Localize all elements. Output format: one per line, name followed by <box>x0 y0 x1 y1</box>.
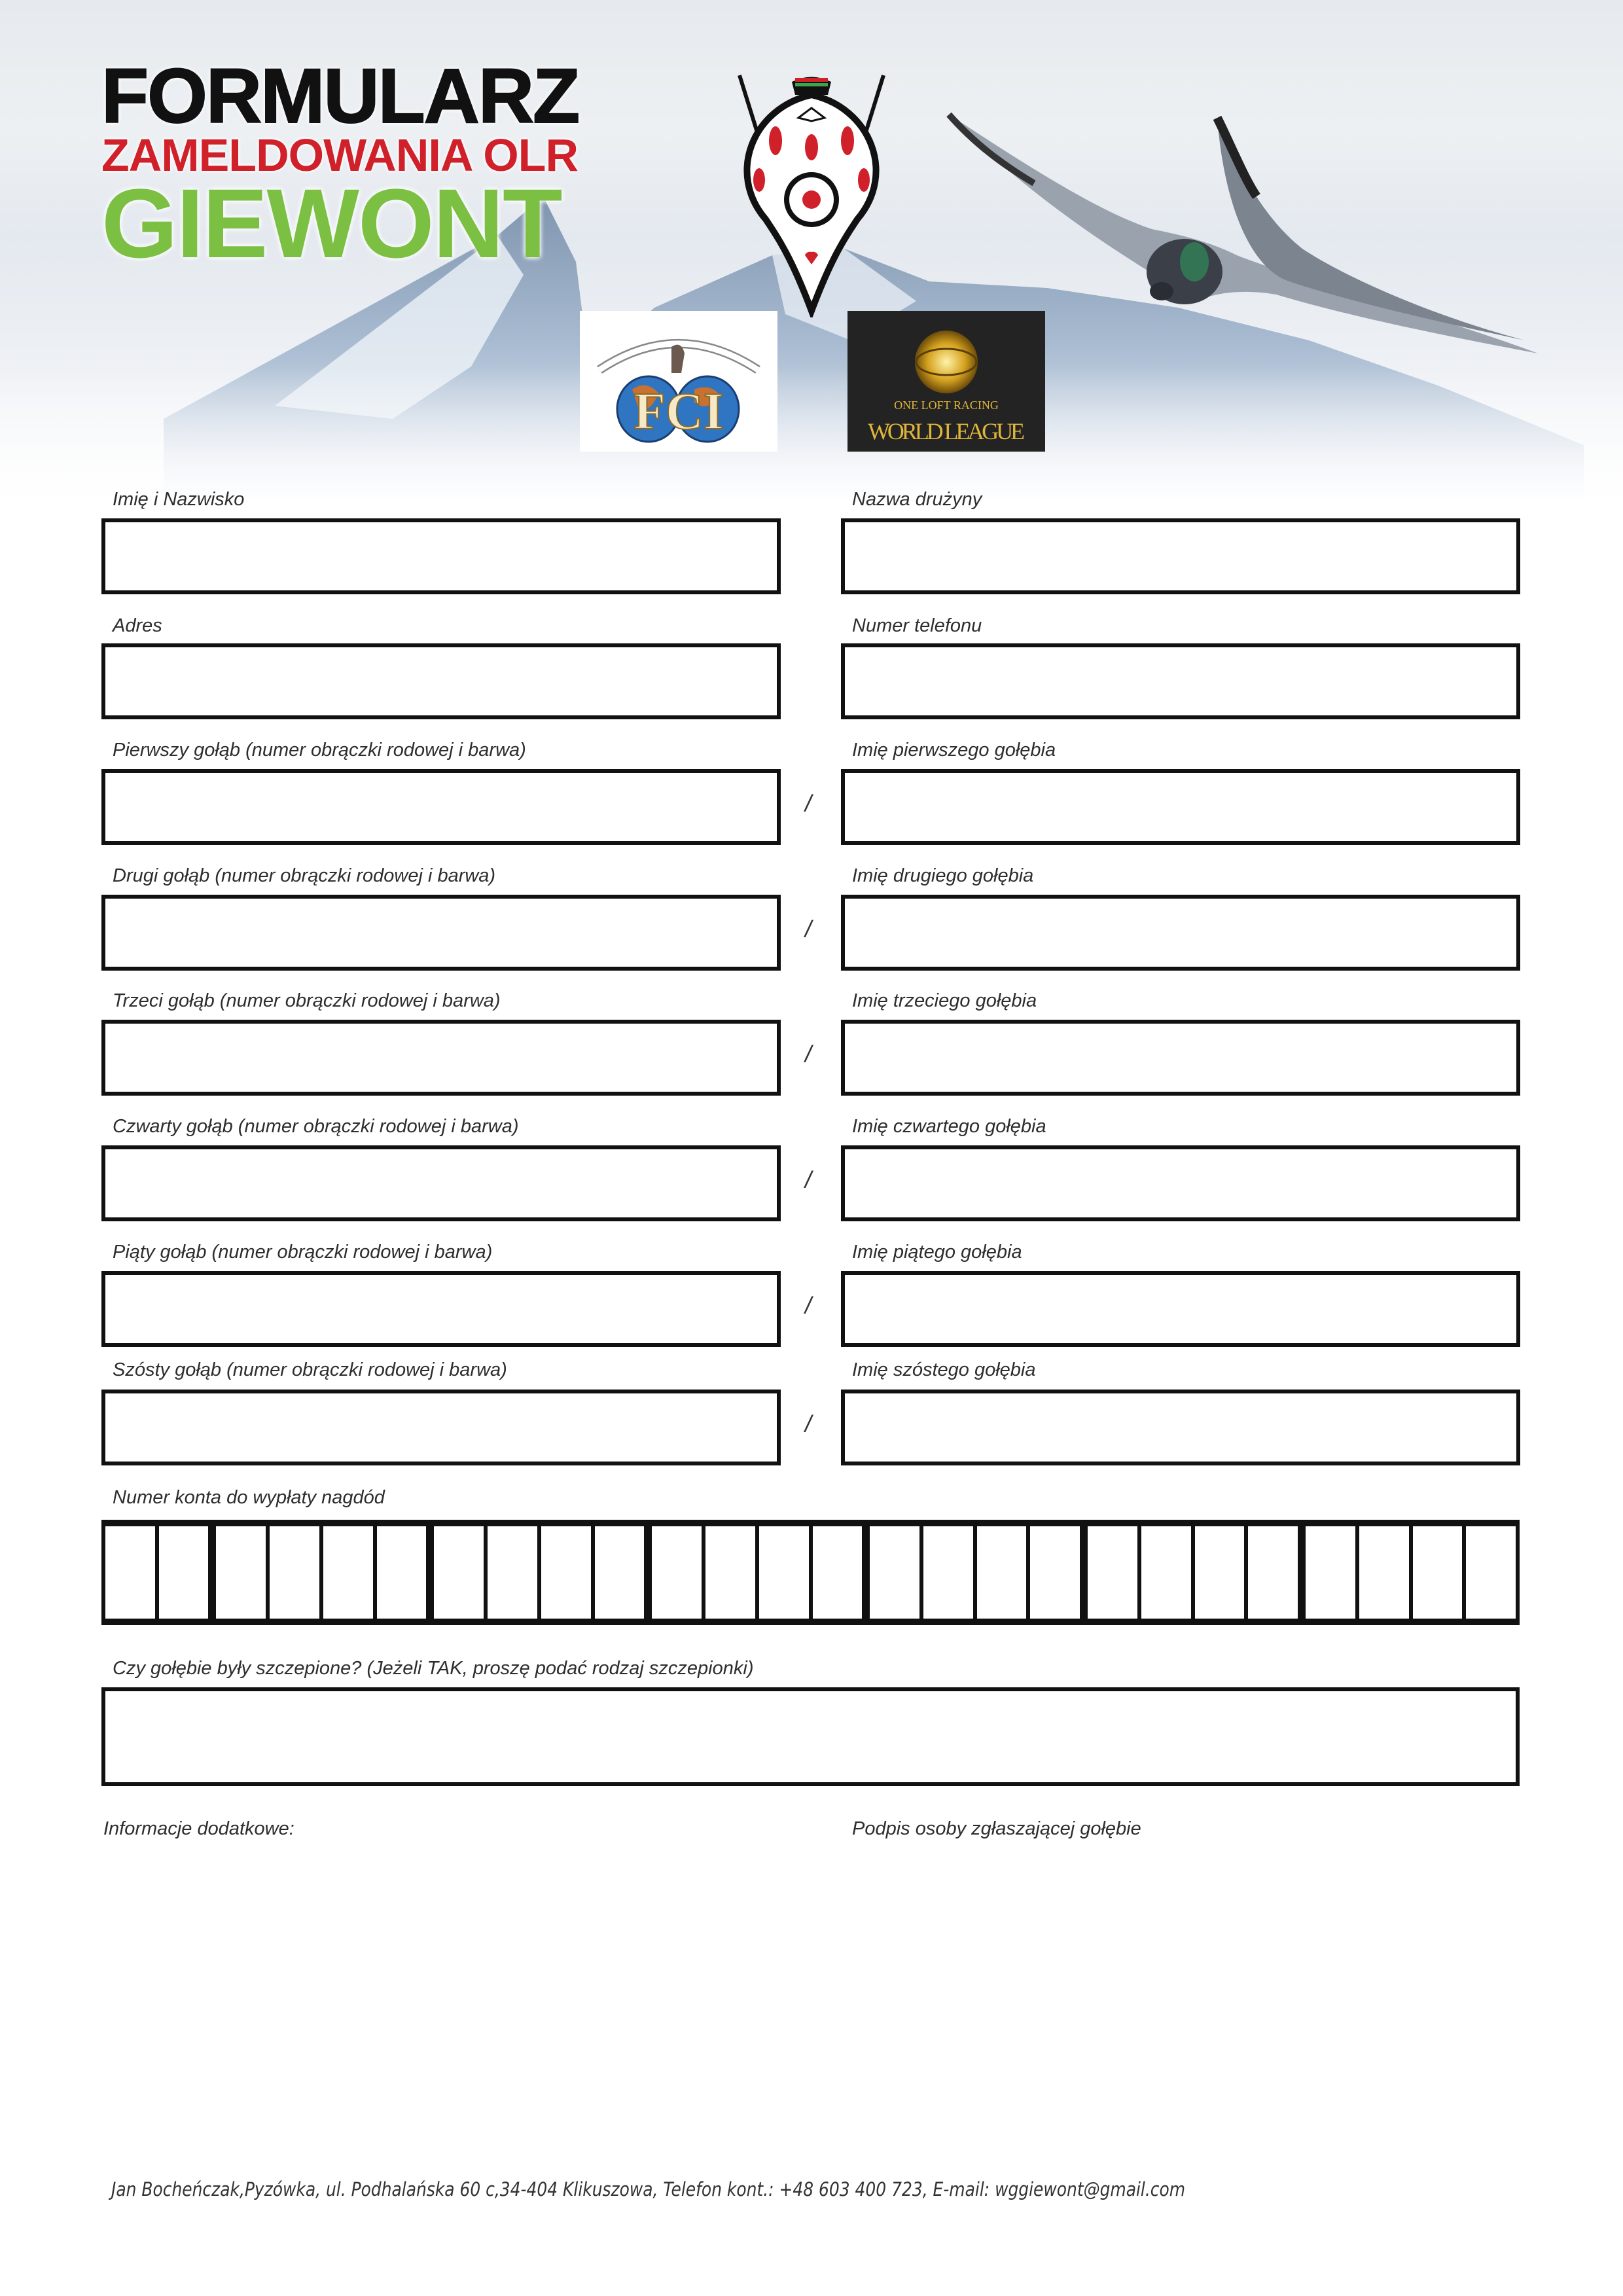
form-subtitle: ZAMELDOWANIA OLR <box>101 130 578 181</box>
account-digit-cell[interactable] <box>705 1526 755 1619</box>
brand-name: GIEWONT <box>101 168 562 278</box>
signature-area[interactable] <box>844 1852 1518 2114</box>
vaccine-input[interactable] <box>101 1687 1520 1786</box>
account-digit-cell[interactable] <box>813 1526 863 1619</box>
account-digit-cell[interactable] <box>1248 1526 1298 1619</box>
separator-slash: / <box>805 1166 812 1193</box>
text-input[interactable] <box>101 769 781 845</box>
field-label: Numer telefonu <box>852 615 982 636</box>
field-label: Adres <box>113 615 162 636</box>
separator-slash: / <box>805 1292 812 1319</box>
header-banner <box>0 0 1623 524</box>
field-label: Imię szóstego gołębia <box>852 1359 1036 1380</box>
field-label: Trzeci gołąb (numer obrączki rodowej i barwa) <box>113 990 501 1011</box>
account-digit-cell[interactable] <box>595 1526 645 1619</box>
additional-info-label: Informacje dodatkowe: <box>103 1818 294 1839</box>
text-input[interactable] <box>841 1020 1520 1096</box>
pigeon-image <box>936 105 1544 367</box>
account-digit-cell[interactable] <box>541 1526 591 1619</box>
additional-info-area[interactable] <box>101 1852 821 2114</box>
text-input[interactable] <box>101 518 781 594</box>
account-digit-cell[interactable] <box>1413 1526 1463 1619</box>
account-digit-cell[interactable] <box>759 1526 809 1619</box>
account-digit-cell[interactable] <box>977 1526 1027 1619</box>
separator-slash: / <box>805 790 812 817</box>
svg-text:ONE LOFT RACING: ONE LOFT RACING <box>894 399 999 412</box>
form-title: FORMULARZ <box>101 53 579 139</box>
account-digit-cell[interactable] <box>1359 1526 1409 1619</box>
text-input[interactable] <box>101 1271 781 1347</box>
field-label: Imię trzeciego gołębia <box>852 990 1037 1011</box>
account-digit-cell[interactable] <box>270 1526 319 1619</box>
separator-slash: / <box>805 1410 812 1437</box>
account-digit-cell[interactable] <box>1306 1526 1355 1619</box>
account-number-grid <box>101 1520 1520 1625</box>
field-label: Nazwa drużyny <box>852 489 982 510</box>
svg-text:FCI: FCI <box>633 383 724 440</box>
account-digit-cell[interactable] <box>323 1526 373 1619</box>
svg-text:WORLD LEAGUE: WORLD LEAGUE <box>868 418 1025 444</box>
field-label: Piąty gołąb (numer obrączki rodowej i barwa) <box>113 1242 493 1263</box>
text-input[interactable] <box>101 1390 781 1465</box>
account-digit-cell[interactable] <box>1195 1526 1245 1619</box>
text-input[interactable] <box>841 895 1520 971</box>
field-label: Szósty gołąb (numer obrączki rodowej i barwa) <box>113 1359 507 1380</box>
account-digit-cell[interactable] <box>923 1526 973 1619</box>
separator-slash: / <box>805 1041 812 1067</box>
field-label: Imię czwartego gołębia <box>852 1116 1046 1137</box>
account-digit-cell[interactable] <box>216 1526 266 1619</box>
text-input[interactable] <box>101 895 781 971</box>
account-digit-cell[interactable] <box>159 1526 209 1619</box>
text-input[interactable] <box>101 643 781 719</box>
account-digit-cell[interactable] <box>105 1526 155 1619</box>
field-label: Pierwszy gołąb (numer obrączki rodowej i barwa) <box>113 740 526 761</box>
account-digit-cell[interactable] <box>1466 1526 1516 1619</box>
account-digit-cell[interactable] <box>1141 1526 1191 1619</box>
signature-label: Podpis osoby zgłaszającej gołębie <box>852 1818 1141 1839</box>
text-input[interactable] <box>841 769 1520 845</box>
account-digit-cell[interactable] <box>488 1526 537 1619</box>
text-input[interactable] <box>841 1390 1520 1465</box>
field-label: Czwarty gołąb (numer obrączki rodowej i barwa) <box>113 1116 519 1137</box>
text-input[interactable] <box>101 1145 781 1221</box>
account-digit-cell[interactable] <box>1030 1526 1080 1619</box>
field-label: Imię pierwszego gołębia <box>852 740 1056 761</box>
field-label: Drugi gołąb (numer obrączki rodowej i barwa) <box>113 865 496 886</box>
text-input[interactable] <box>841 518 1520 594</box>
text-input[interactable] <box>841 1145 1520 1221</box>
text-input[interactable] <box>101 1020 781 1096</box>
vaccine-label: Czy gołębie były szczepione? (Jeżeli TAK, proszę podać rodzaj szczepionki) <box>113 1658 754 1679</box>
field-label: Imię drugiego gołębia <box>852 865 1034 886</box>
account-digit-cell[interactable] <box>652 1526 702 1619</box>
account-digit-cell[interactable] <box>377 1526 427 1619</box>
account-digit-cell[interactable] <box>1088 1526 1137 1619</box>
account-digit-cell[interactable] <box>870 1526 919 1619</box>
fci-logo <box>580 311 777 452</box>
account-number-label: Numer konta do wypłaty nagdód <box>113 1487 385 1508</box>
field-label: Imię piątego gołębia <box>852 1242 1022 1263</box>
field-label: Imię i Nazwisko <box>113 489 245 510</box>
account-digit-cell[interactable] <box>434 1526 484 1619</box>
highlander-emblem-logo <box>713 69 910 317</box>
footer-contact: Jan Bocheńczak,Pyzówka, ul. Podhalańska 60 c,34-404 Klikuszowa, Telefon kont.: +48 603 400 723, E-mail: wggiewont@gmail.com <box>111 2178 1186 2200</box>
text-input[interactable] <box>841 1271 1520 1347</box>
separator-slash: / <box>805 916 812 942</box>
text-input[interactable] <box>841 643 1520 719</box>
